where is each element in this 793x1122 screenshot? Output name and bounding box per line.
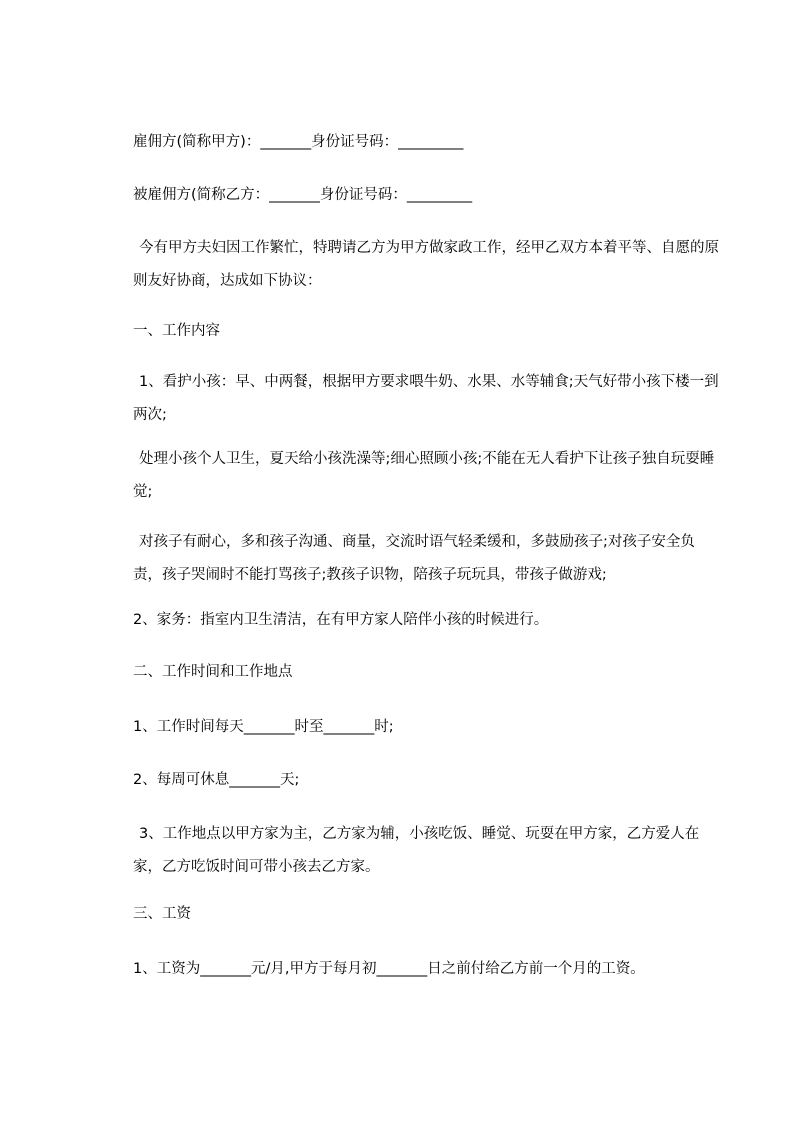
employee-line: 被雇佣方(简称乙方：_______身份证号码：_________	[133, 187, 473, 203]
clause-childcare: 1、看护小孩：早、中两餐，根据甲方要求喂牛奶、水果、水等辅食;天气好带小孩下楼一到两次;	[133, 374, 719, 423]
section-heading-work-content: 一、工作内容	[133, 323, 220, 339]
employer-line: 雇佣方(简称甲方)：_______身份证号码：_________	[133, 134, 464, 150]
clause-hygiene: 处理小孩个人卫生，夏天给小孩洗澡等;细心照顾小孩;不能在无人看护下让孩子独自玩耍睡觉;	[133, 451, 715, 500]
clause-work-hours: 1、工作时间每天_______时至_______时;	[133, 719, 394, 735]
clause-patience: 对孩子有耐心，多和孩子沟通、商量，交流时语气轻柔缓和，多鼓励孩子;对孩子安全负责，孩子哭闹时不能打骂孩子;教孩子识物，陪孩子玩玩具，带孩子做游戏;	[133, 534, 695, 583]
preamble-paragraph: 今有甲方夫妇因工作繁忙，特聘请乙方为甲方做家政工作，经甲乙双方本着平等、自愿的原则友好协商，达成如下协议：	[133, 240, 719, 289]
section-heading-wages: 三、工资	[133, 906, 191, 922]
clause-wage-amount: 1、工资为_______元/月,甲方于每月初_______日之前付给乙方前一个月的工资。	[133, 961, 645, 977]
clause-rest-days: 2、每周可休息_______天;	[133, 772, 300, 788]
section-heading-time-place: 二、工作时间和工作地点	[133, 664, 293, 680]
clause-work-location: 3、工作地点以甲方家为主，乙方家为辅，小孩吃饭、睡觉、玩耍在甲方家，乙方爱人在家，乙方吃饭时间可带小孩去乙方家。	[133, 826, 700, 875]
clause-housework: 2、家务：指室内卫生清洁，在有甲方家人陪伴小孩的时候进行。	[133, 612, 549, 628]
